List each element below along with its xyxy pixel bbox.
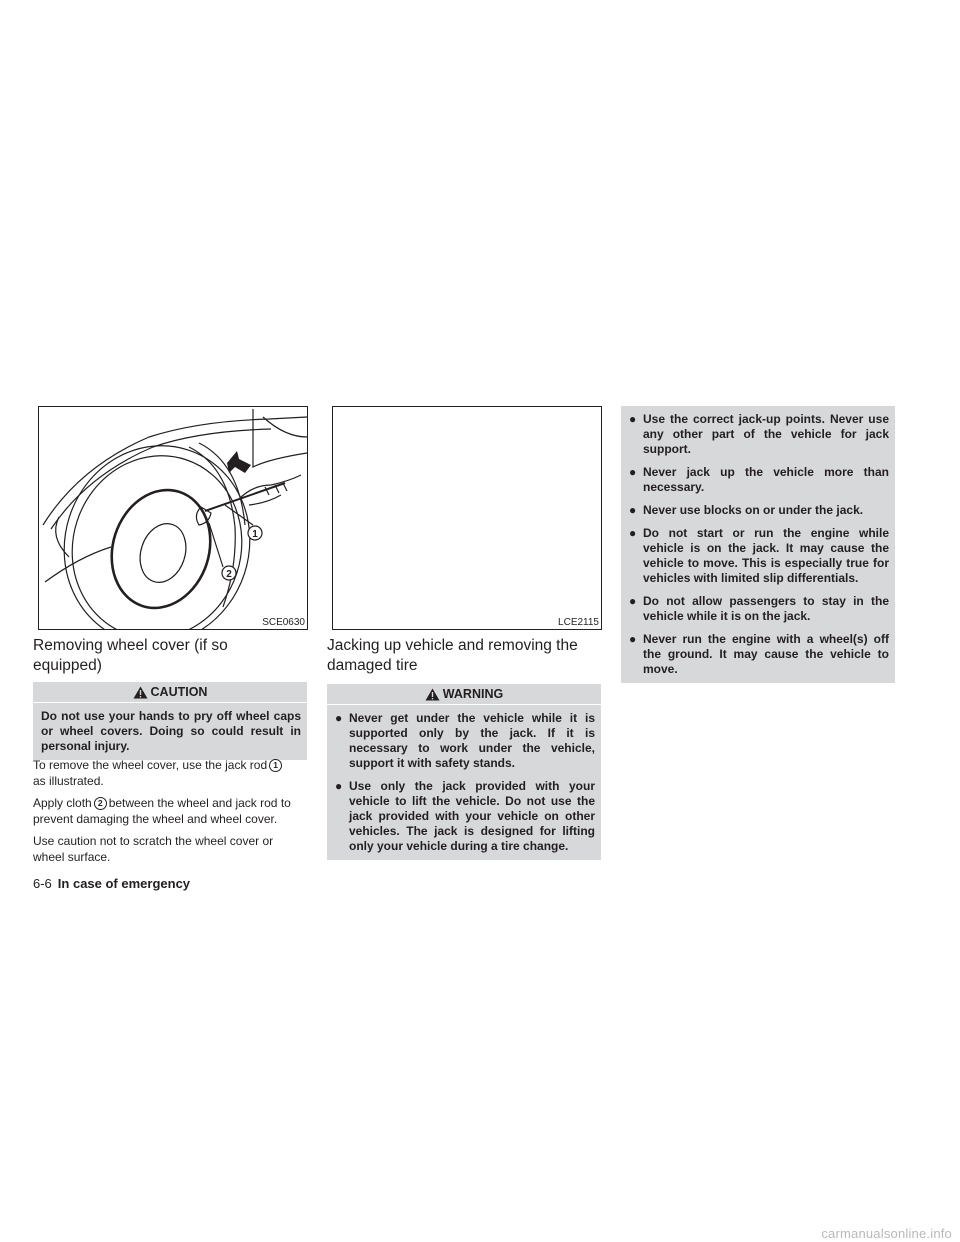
caution-text: Do not use your hands to pry off wheel caps or wheel covers. Doing so could result in personal injury. bbox=[41, 709, 301, 753]
list-item: ● Never use blocks on or under the jack. bbox=[629, 503, 864, 517]
bullet-icon: ● bbox=[335, 711, 343, 725]
bullet-icon: ● bbox=[629, 526, 637, 540]
section-heading-jacking: Jacking up vehicle and removing the damaged tire bbox=[327, 637, 578, 674]
wheel-cover-instructions bbox=[33, 758, 307, 872]
list-item: ● Do not start or run the engine while vehicle is on the jack. It may cause the vehicle to move. This is especially true for vehicles with limited slip differentials. bbox=[629, 526, 889, 585]
list-item: ● Use the correct jack-up points. Never use any other part of the vehicle for jack support. bbox=[629, 412, 889, 456]
page-footer bbox=[33, 876, 190, 891]
warning-box bbox=[327, 684, 601, 860]
caution-box bbox=[33, 682, 307, 760]
bullet-icon: ● bbox=[335, 779, 343, 793]
paragraph: Use caution not to scratch the wheel cover or wheel surface. bbox=[33, 834, 274, 864]
caution-header bbox=[33, 682, 307, 703]
warning-triangle-icon bbox=[425, 688, 440, 701]
page-number: 6-6 bbox=[33, 876, 52, 891]
section-heading-wheel-cover: Removing wheel cover (if so equipped) bbox=[33, 637, 228, 674]
wheel-cover-figure bbox=[38, 406, 308, 630]
footer-section-title: In case of emergency bbox=[57, 876, 191, 891]
figure-code: SCE0630 bbox=[262, 617, 305, 628]
bullet-icon: ● bbox=[629, 594, 637, 608]
paragraph: To remove the wheel cover, use the jack rod 1 as illustrated. bbox=[33, 758, 307, 789]
list-item: ● Never run the engine with a wheel(s) off the ground. It may cause the vehicle to move. bbox=[629, 632, 889, 676]
list-item: ● Never jack up the vehicle more than necessary. bbox=[629, 465, 889, 494]
paragraph: Apply cloth 2 between the wheel and jack rod to prevent damaging the wheel and wheel cover. bbox=[33, 796, 291, 826]
warning-header bbox=[327, 684, 601, 705]
svg-text:2: 2 bbox=[226, 569, 232, 580]
figure-code: LCE2115 bbox=[558, 617, 599, 628]
callout-1 bbox=[248, 526, 262, 540]
list-item: ● Do not allow passengers to stay in the vehicle while it is on the jack. bbox=[629, 594, 889, 623]
warning-triangle-icon bbox=[133, 686, 148, 699]
bullet-icon: ● bbox=[629, 632, 637, 646]
bullet-icon: ● bbox=[629, 412, 637, 426]
watermark: carmanualsonline.info bbox=[821, 1226, 952, 1241]
warning-box-continued bbox=[621, 406, 895, 683]
jack-figure bbox=[332, 406, 602, 630]
callout-ref-2: 2 bbox=[94, 797, 107, 810]
caution-title: CAUTION bbox=[150, 685, 208, 699]
wheel-cover-illustration bbox=[39, 407, 307, 629]
warning-title: WARNING bbox=[442, 687, 504, 701]
callout-ref-1: 1 bbox=[269, 759, 282, 772]
svg-text:1: 1 bbox=[252, 529, 258, 540]
bullet-icon: ● bbox=[629, 503, 637, 517]
callout-2 bbox=[222, 566, 236, 580]
bullet-icon: ● bbox=[629, 465, 637, 479]
list-item: ● Use only the jack provided with your vehicle to lift the vehicle. Do not use the jack provided with your vehicle on other vehicles. The jack is designed for lifting only your vehicle during a tire change. bbox=[335, 779, 595, 853]
direction-arrow-icon bbox=[227, 451, 251, 473]
list-item: ● Never get under the vehicle while it is supported only by the jack. If it is necessary to work under the vehicle, support it with safety stands. bbox=[335, 711, 595, 770]
